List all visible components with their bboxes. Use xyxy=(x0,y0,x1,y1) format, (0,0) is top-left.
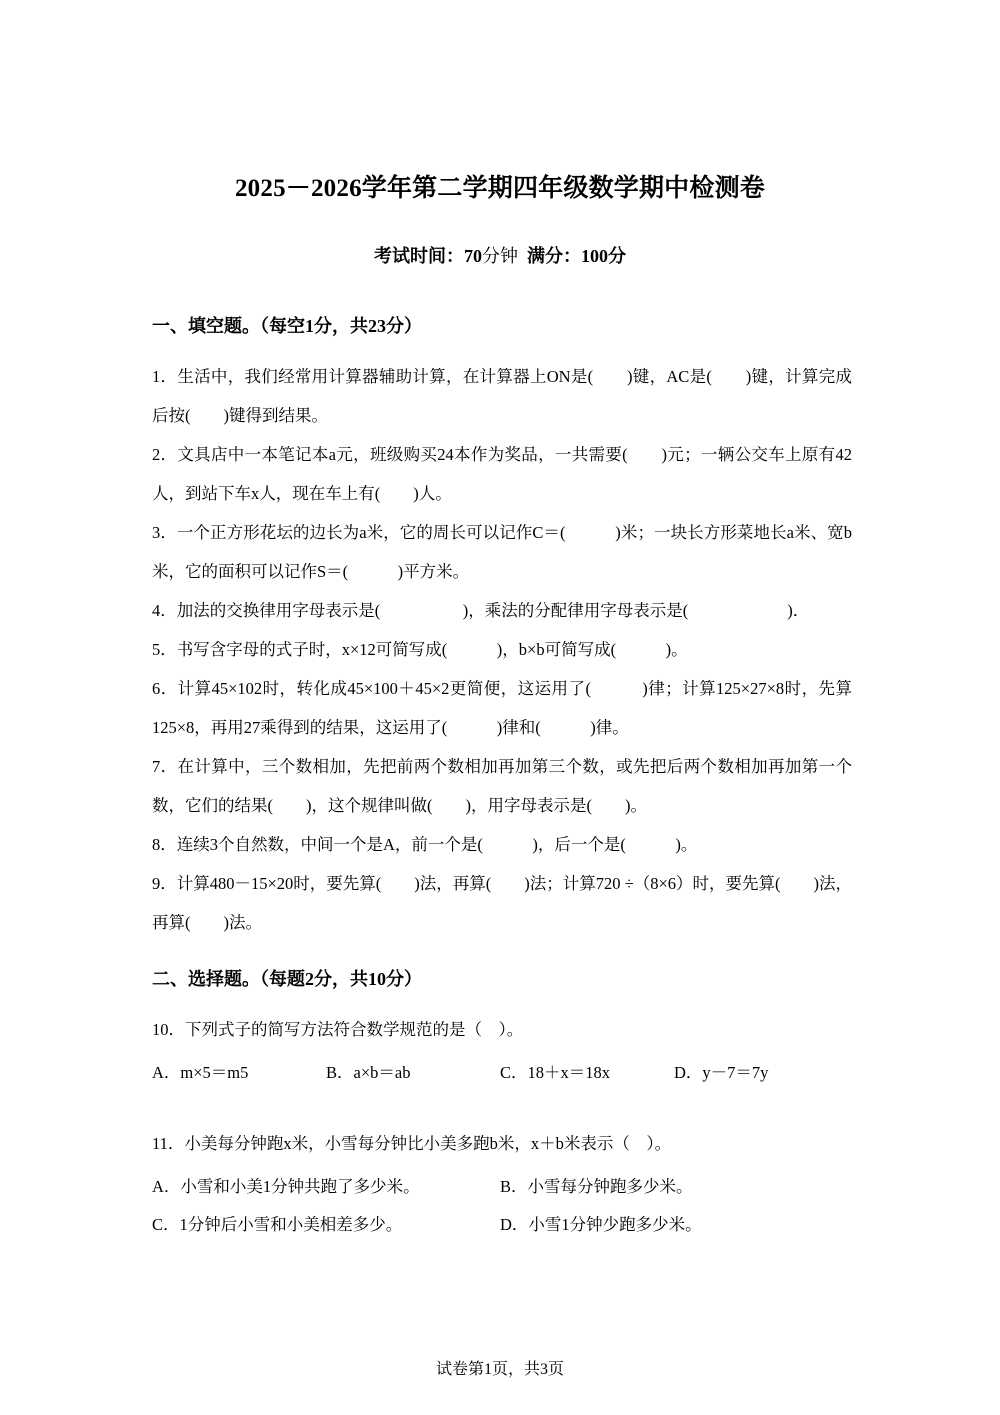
exam-info xyxy=(0,242,1000,268)
time-label: 考试时间： xyxy=(374,246,464,266)
q10-option-d: D．y－7＝7y xyxy=(674,1063,769,1082)
q11-option-b: B．小雪每分钟跑多少米。 xyxy=(500,1177,693,1196)
q10-option-a: A．m×5＝m5 xyxy=(152,1063,249,1082)
score-value: 100 xyxy=(581,246,608,266)
question-4: 4．加法的交换律用字母表示是( )，乘法的分配律用字母表示是( )． xyxy=(152,601,810,620)
section-heading-choice: 二、选择题。（每题2分，共10分） xyxy=(152,969,422,989)
q10-option-b: B．a×b＝ab xyxy=(326,1063,411,1082)
time-unit: 分钟 xyxy=(482,246,518,266)
question-5: 5．书写含字母的式子时，x×12可简写成( )，b×b可简写成( )。 xyxy=(152,640,688,659)
q11-option-c: C．1分钟后小雪和小美相差多少。 xyxy=(152,1215,403,1234)
question-8: 8．连续3个自然数，中间一个是A，前一个是( )，后一个是( )。 xyxy=(152,835,698,854)
q10-option-c: C．18＋x＝18x xyxy=(500,1063,611,1082)
q11-option-d: D．小雪1分钟少跑多少米。 xyxy=(500,1215,702,1234)
score-label: 满分： xyxy=(527,246,581,266)
question-3: 3．一个正方形花坛的边长为a米，它的周长可以记作C＝( )米；一块长方形菜地长a米、宽b米，它的面积可以记作S＝( )平方米。 xyxy=(152,523,852,581)
question-11: 11．小美每分钟跑x米，小雪每分钟比小美多跑b米，x＋b米表示（ ）。 xyxy=(152,1134,672,1153)
question-10: 10．下列式子的简写方法符合数学规范的是（ ）。 xyxy=(152,1020,524,1039)
question-9: 9．计算480－15×20时，要先算( )法，再算( )法；计算720 ÷（8×6）时，要先算( )法，再算( )法。 xyxy=(152,874,853,932)
question-7: 7．在计算中，三个数相加，先把前两个数相加再加第三个数，或先把后两个数相加再加第一个数，它们的结果( )，这个规律叫做( )，用字母表示是( )。 xyxy=(152,757,852,815)
score-unit: 分 xyxy=(608,246,626,266)
page-footer: 试卷第1页，共3页 xyxy=(435,1361,564,1378)
time-value: 70 xyxy=(464,246,482,266)
q11-option-a: A．小雪和小美1分钟共跑了多少米。 xyxy=(152,1177,420,1196)
page-title: 2025－2026学年第二学期四年级数学期中检测卷 xyxy=(234,175,765,202)
question-2: 2．文具店中一本笔记本a元，班级购买24本作为奖品，一共需要( )元；一辆公交车上原有42人，到站下车x人，现在车上有( )人。 xyxy=(152,445,852,503)
section-heading-fill: 一、填空题。（每空1分，共23分） xyxy=(152,316,422,336)
question-6: 6．计算45×102时，转化成45×100＋45×2更简便，这运用了( )律；计算125×27×8时，先算125×8，再用27乘得到的结果，这运用了( )律和( )律。 xyxy=(152,679,852,737)
question-1: 1．生活中，我们经常用计算器辅助计算，在计算器上ON是( )键，AC是( )键，计算完成后按( )键得到结果。 xyxy=(152,367,852,425)
